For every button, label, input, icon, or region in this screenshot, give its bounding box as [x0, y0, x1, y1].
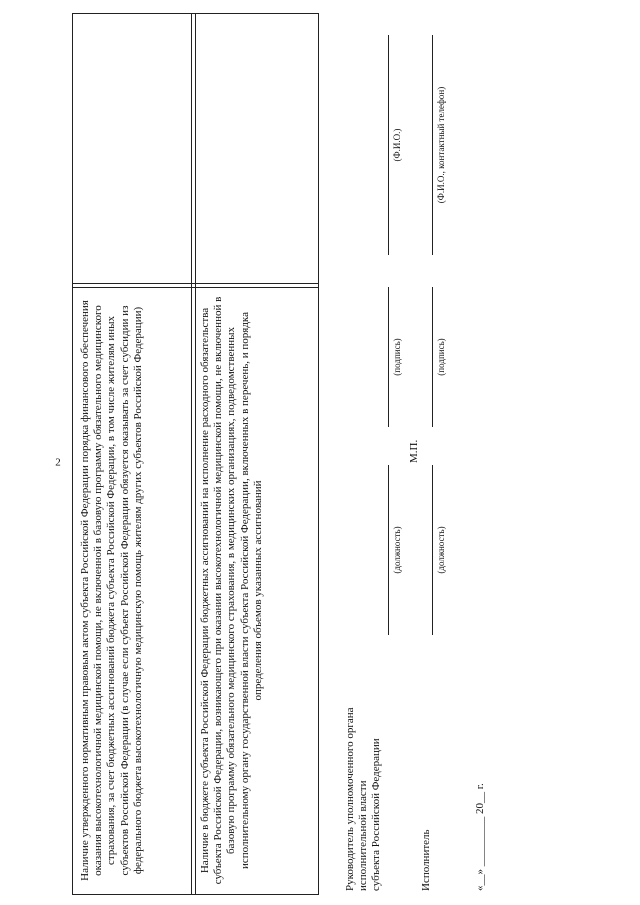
- executor-name-line: [432, 35, 433, 255]
- table-row: Наличие утвержденного нормативным правовым актом субъекта Российской Федерации порядка финансового обеспечения оказания высокотехнологичной медицинской помощи, не включенной в базовую программу обязательного медицинского страхования, за счет бюджетных ассигнований бюджета субъекта Российской Федерации, в том числе жителям иных субъектов Российской Федерации (в случае если субъект Российской Федерации обязуется оказывать за счет субсидии из федерального бюджета высокотехнологичную медицинскую помощь жителям других субъектов Российской Федерации): [79, 300, 144, 881]
- table-row: Наличие в бюджете субъекта Российской Федерации бюджетных ассигнований на исполнение расходного обязательства субъекта Российской Федерации, возникающего при оказании высокотехнологичной медицинской помощи, не включенной в базовую программу обязательного медицинского страхования, в медицинских организациях, подведомственных исполнительному органу государственной власти субъекта Российской Федерации, включенных в перечень, и порядка определения объемов указанных ассигнований: [199, 296, 264, 885]
- row-divider: [191, 14, 192, 894]
- executor-position-line: [432, 465, 433, 635]
- position-caption: (должность): [392, 526, 402, 574]
- name-caption: (Ф.И.О.): [392, 128, 402, 162]
- row-divider-double: [195, 14, 196, 894]
- head-label: Руководитель уполномоченного органа исполнительной власти субъекта Российской Федерации: [344, 707, 382, 891]
- position-line: [388, 465, 389, 635]
- stamp-label: М.П.: [408, 439, 420, 463]
- signature-line: [388, 287, 389, 427]
- executor-label: Исполнитель: [420, 829, 432, 891]
- signature-caption: (подпись): [392, 338, 402, 376]
- executor-signature-line: [432, 287, 433, 427]
- executor-name-caption: (Ф.И.О., контактный телефон): [436, 86, 446, 204]
- requirements-table: [72, 13, 319, 895]
- name-line: [388, 35, 389, 255]
- date-line: «__» _________ 20__ г.: [474, 783, 486, 891]
- executor-signature-caption: (подпись): [436, 338, 446, 376]
- page-number: 2: [55, 456, 61, 469]
- executor-position-caption: (должность): [436, 526, 446, 574]
